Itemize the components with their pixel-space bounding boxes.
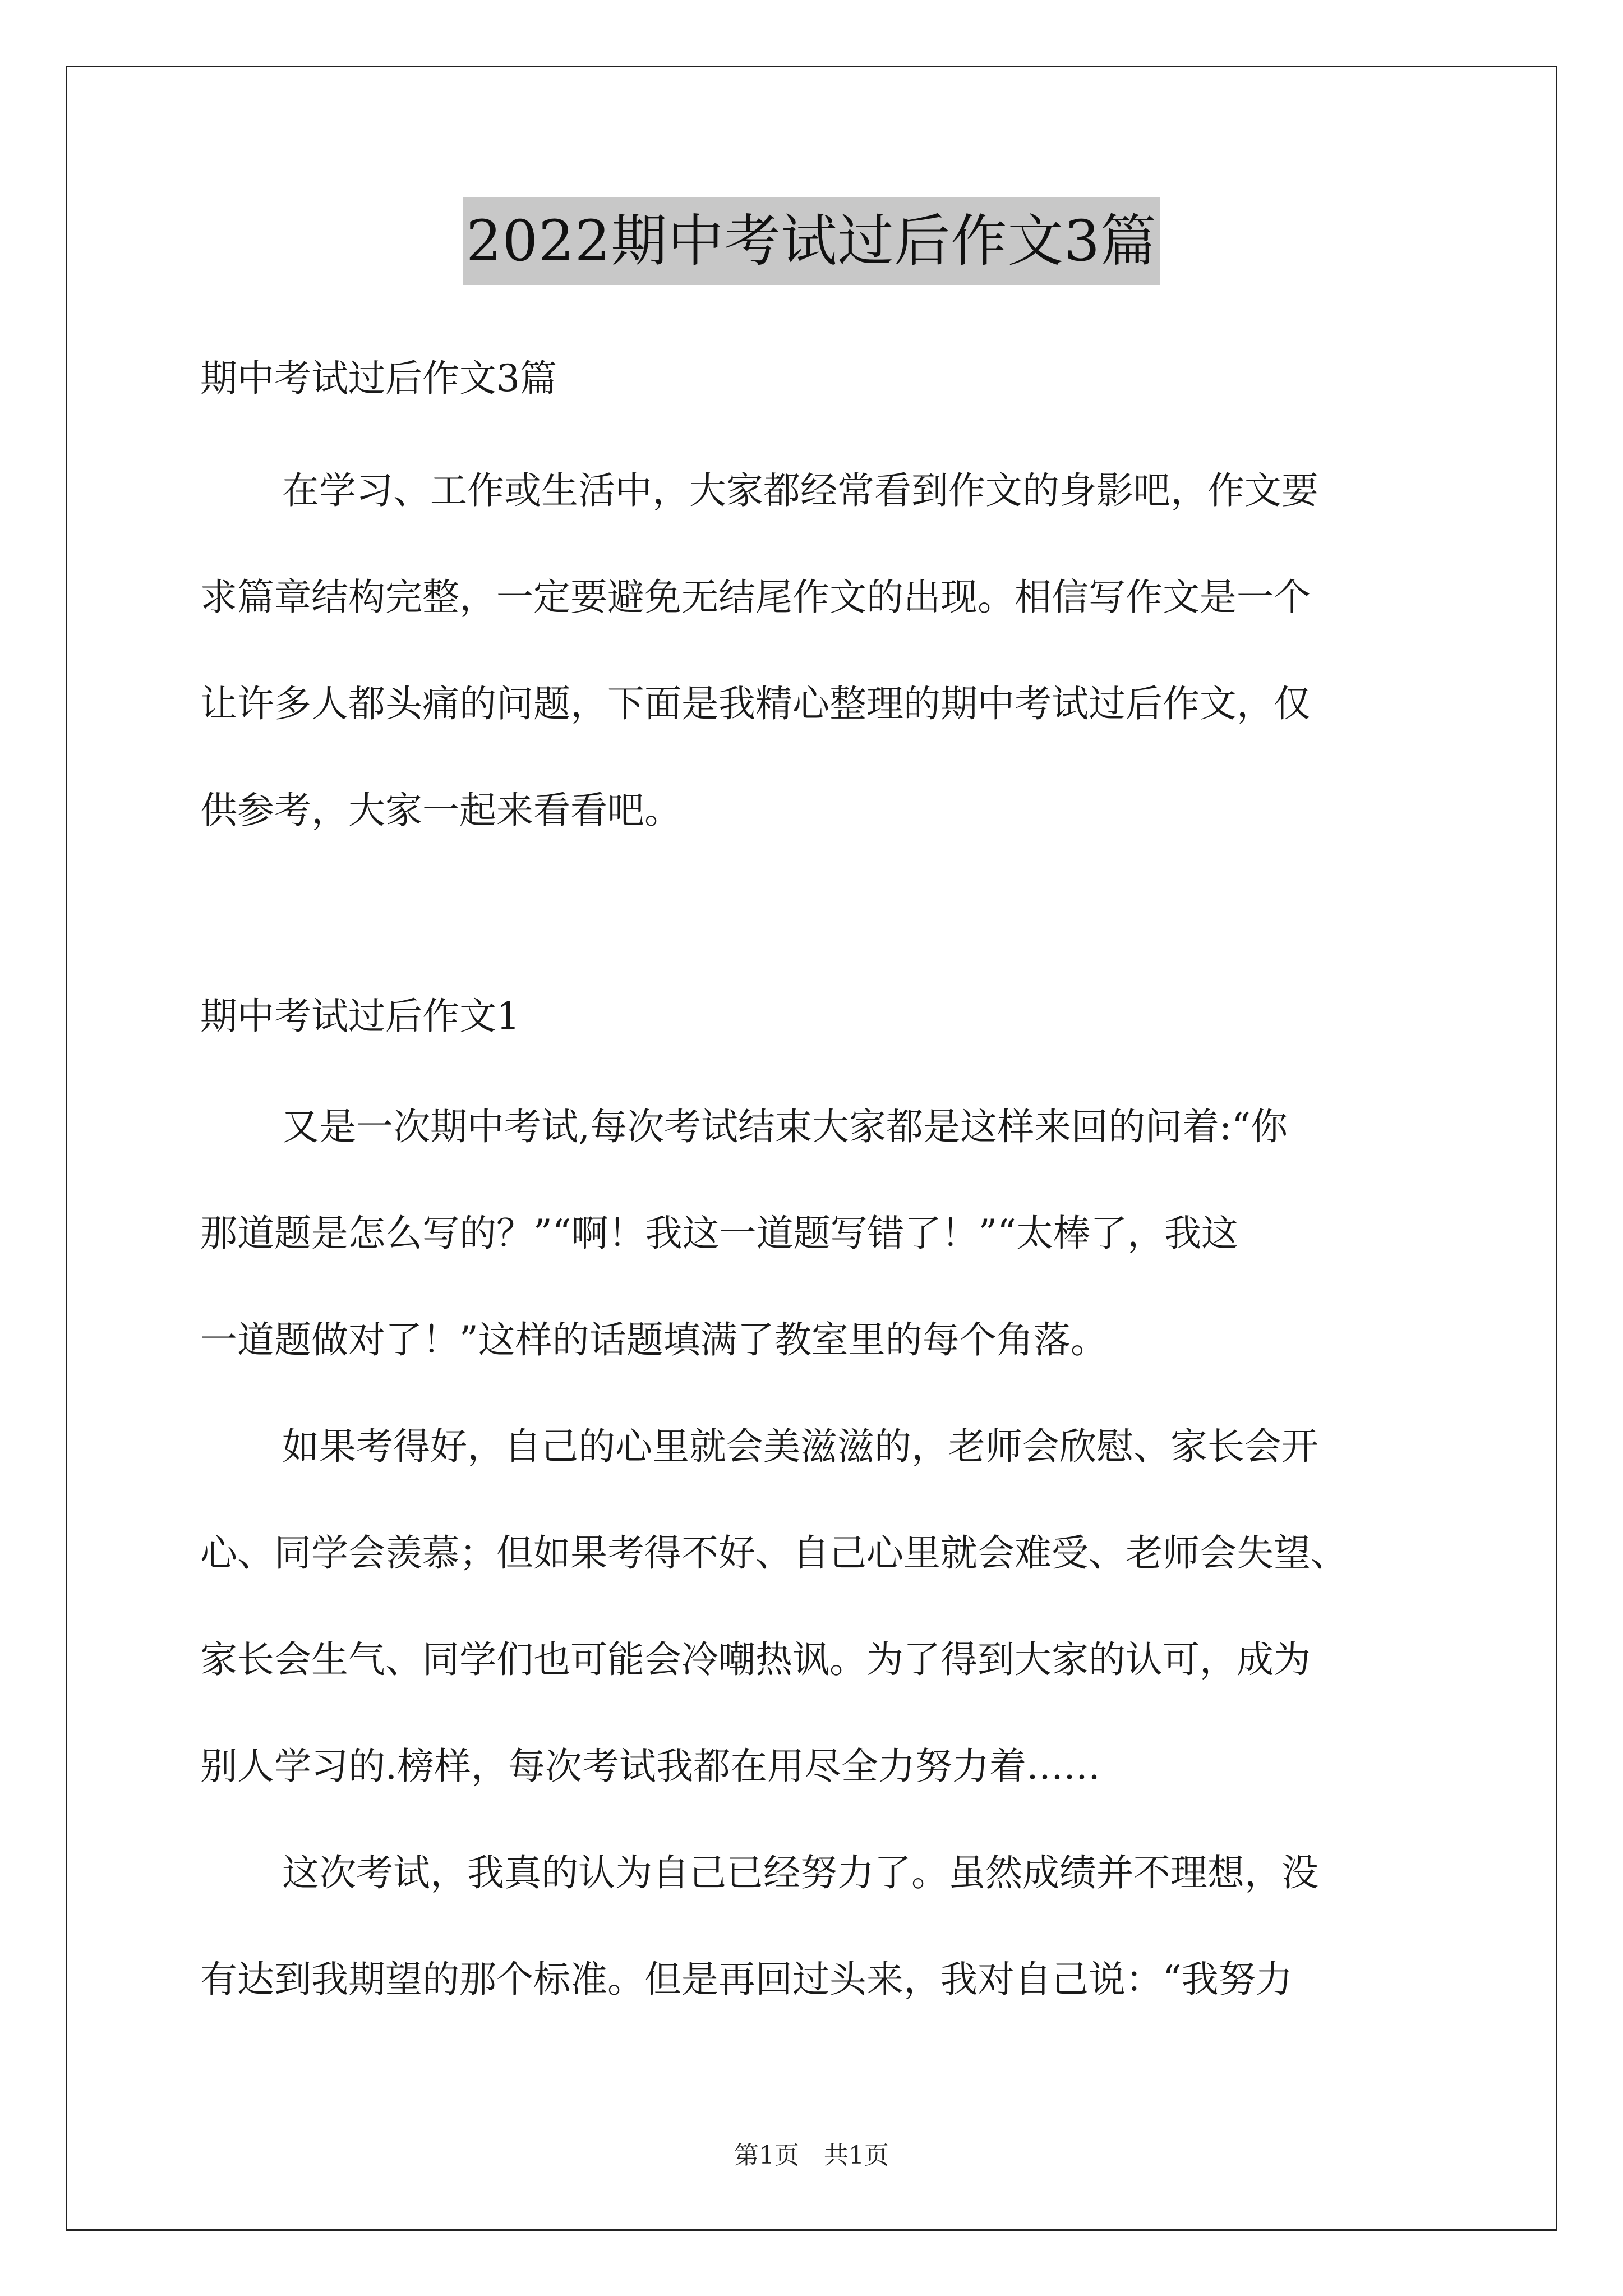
document-subtitle: 期中考试过后作文3篇	[200, 357, 557, 400]
document-title: 2022期中考试过后作文3篇	[463, 197, 1160, 285]
paragraph-line: 一道题做对了！”这样的话题填满了教室里的每个角落。	[200, 1318, 1108, 1361]
page-footer: 第1页 共1页	[734, 2141, 889, 2170]
paragraph-line: 又是一次期中考试,每次考试结束大家都是这样来回的问着:“你	[282, 1105, 1288, 1148]
title-container	[0, 197, 1623, 285]
paragraph-line: 那道题是怎么写的？”“啊！我这一道题写错了！”“太棒了，我这	[200, 1212, 1238, 1255]
section1-heading-block	[200, 963, 1473, 1070]
paragraph-line: 别人学习的.榜样，每次考试我都在用尽全力努力着……	[200, 1745, 1100, 1788]
subtitle-block	[200, 325, 1473, 432]
paragraph-line: 这次考试，我真的认为自己已经努力了。虽然成绩并不理想，没	[282, 1851, 1318, 1894]
section1-paragraph-3	[200, 1820, 1473, 2033]
paragraph-line: 家长会生气、同学们也可能会冷嘲热讽。为了得到大家的认可，成为	[200, 1638, 1311, 1681]
paragraph-line: 心、同学会羡慕；但如果考得不好、自己心里就会难受、老师会失望、	[200, 1531, 1348, 1575]
intro-line: 让许多人都头痛的问题，下面是我精心整理的期中考试过后作文，仅	[200, 682, 1311, 725]
section1-paragraph-1	[200, 1074, 1473, 1393]
intro-paragraph	[200, 438, 1473, 864]
section1-heading: 期中考试过后作文1	[200, 995, 520, 1038]
intro-line: 在学习、工作或生活中，大家都经常看到作文的身影吧，作文要	[282, 469, 1318, 512]
paragraph-line: 有达到我期望的那个标准。但是再回过头来，我对自己说：“我努力	[200, 1958, 1293, 2001]
intro-line: 求篇章结构完整，一定要避免无结尾作文的出现。相信写作文是一个	[200, 576, 1311, 619]
section1-paragraph-2	[200, 1393, 1473, 1820]
intro-line: 供参考，大家一起来看看吧。	[200, 789, 681, 832]
paragraph-line: 如果考得好，自己的心里就会美滋滋的，老师会欣慰、家长会开	[282, 1425, 1318, 1468]
